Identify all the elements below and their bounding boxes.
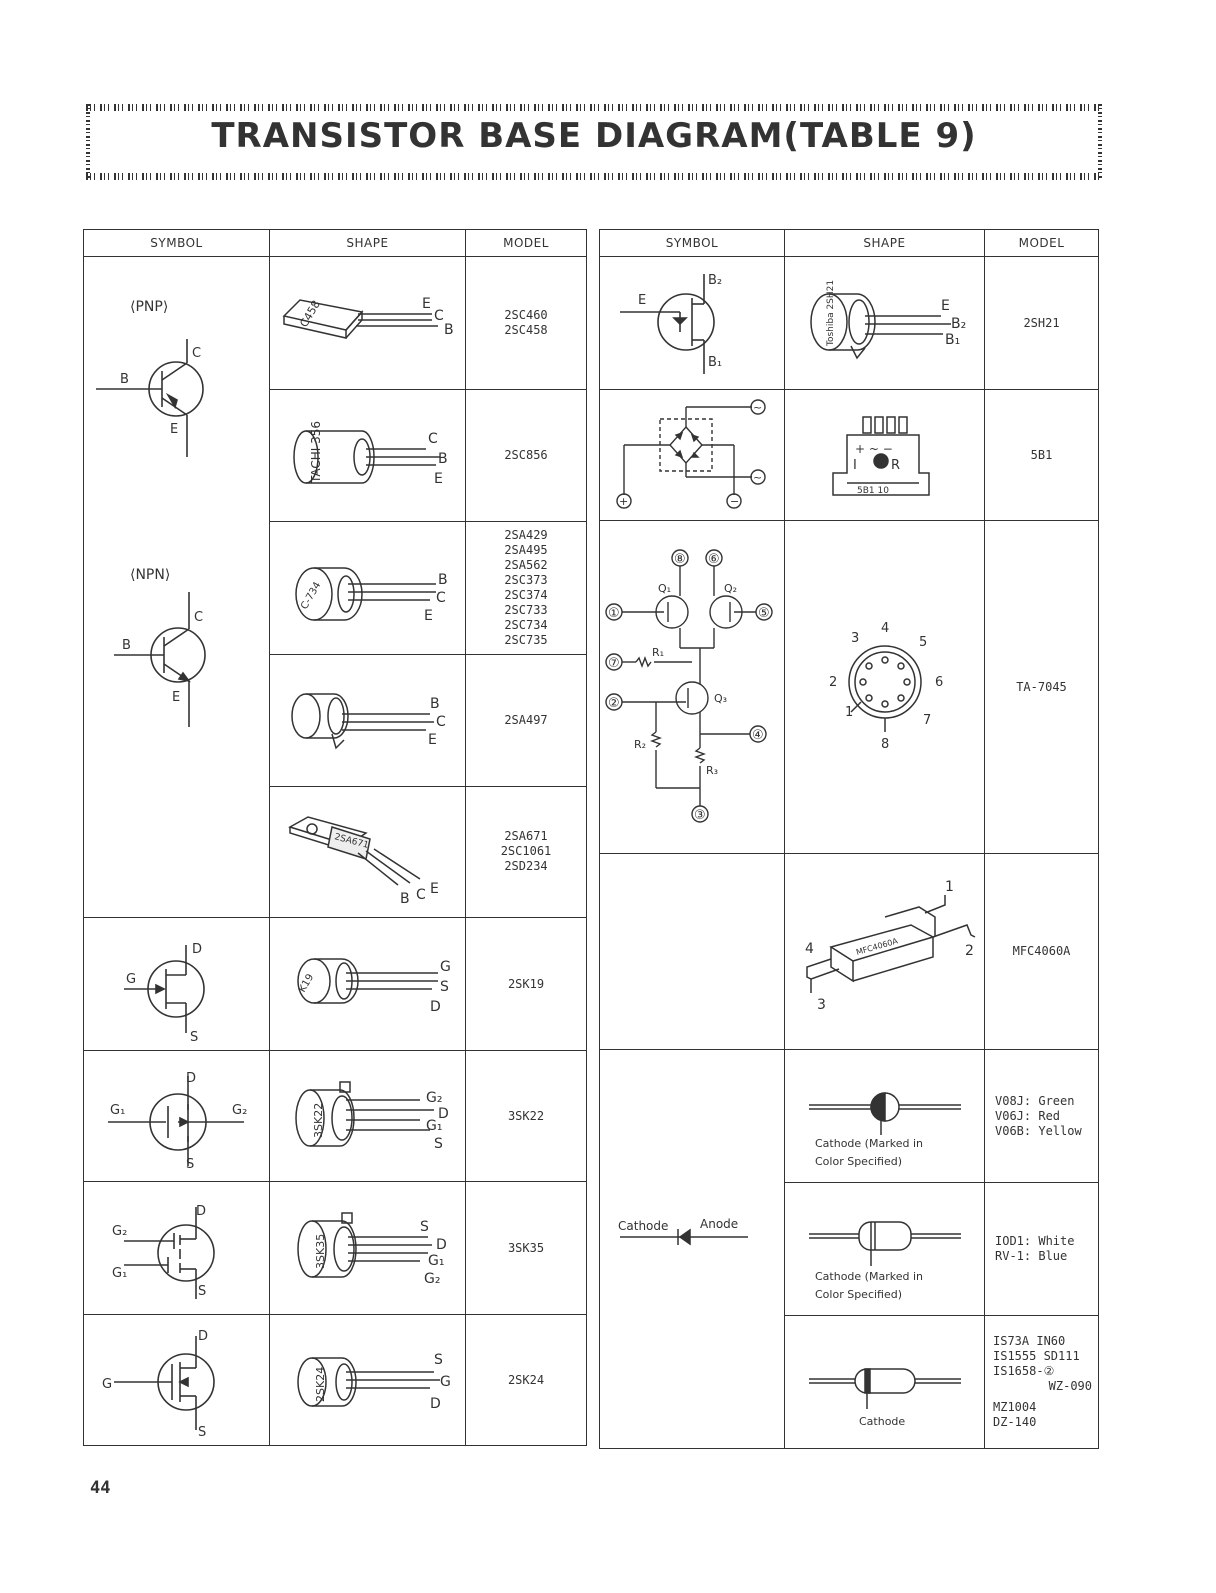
pnp-c-label: C [192,346,202,361]
npn-label: ⟨NPN⟩ [130,567,171,583]
header-model: MODEL [985,230,1099,257]
shape-cell [270,1315,466,1446]
model-cell [985,521,1099,854]
q1-label: Q₁ [658,581,672,595]
pin-label: 2 [965,942,974,959]
right-table [599,229,1099,1449]
tachi-can-shape [270,391,464,520]
title-bottom-rule [86,173,1102,180]
model-number: RV-1: Blue [995,1249,1068,1263]
model-number: 2SC735 [504,632,548,647]
model-cell [985,1183,1099,1316]
pin-label: G₁ [426,1117,443,1134]
model-number: 2SA671 [504,829,548,844]
table-row [600,1050,1099,1183]
e-label: E [638,292,647,308]
glass-diode-colored-shape [785,1051,983,1182]
model-number: IS1658-② [993,1364,1055,1378]
k19-marking: K19 [297,971,317,994]
model-cell [466,257,587,390]
pin-label: B [430,695,440,712]
pin-label: ④ [752,727,764,743]
model-number: 2SC1061 [500,844,552,859]
2sh21-can-shape [785,258,983,389]
2sh21-marking: Toshiba 2SH21 [826,279,836,346]
model-cell [985,257,1099,390]
pin-label: B [400,891,410,908]
symbol-cell [84,918,270,1051]
2sa671-marking: 2SA671 [333,832,370,852]
cathode-caption: Cathode (Marked in [815,1136,923,1150]
axial-diode-shape [785,1184,983,1315]
symbol-cell [600,390,785,521]
table-row [600,521,1099,854]
cathode-label: Cathode [618,1218,669,1233]
pin-label: E [424,608,433,625]
pin-label: E [428,731,437,748]
pin-label: 1 [945,878,954,895]
model-number: WZ-090 [1048,1379,1092,1393]
model-cell [466,918,587,1051]
pin-label: E [434,471,443,488]
g1-label: G₁ [112,1265,128,1281]
model-cell [466,655,587,786]
b2-label: B₂ [708,272,723,288]
model-number: 2SK19 [507,976,545,991]
r2-label: R₂ [634,737,647,751]
g1-label: G₁ [110,1102,126,1118]
model-cell [466,390,587,521]
pin-label: ② [608,695,620,711]
model-cell [466,1182,587,1315]
model-number: 2SC856 [504,448,548,463]
table-row [84,1315,587,1446]
pin-label: ⑥ [708,551,720,567]
pin-label: C [436,713,446,730]
symbol-cell [600,257,785,390]
pin-label: ⑧ [674,551,686,567]
model-number: 2SC373 [504,572,548,587]
diode-symbol-cell [600,1050,785,1449]
table-row [84,918,587,1051]
model-number: IS1555 SD111 [993,1349,1080,1363]
pin-label: 2 [829,674,838,690]
c734-can-shape [270,522,464,653]
pin-label: B [438,572,448,589]
model-cell [985,1316,1099,1449]
model-number: V08J: Green [995,1093,1075,1108]
i-marking: I [853,457,857,473]
title-top-rule [86,104,1102,111]
3sk35-can-shape [270,1183,464,1314]
pnp-label: ⟨PNP⟩ [130,299,169,315]
g2-label: G₂ [112,1223,128,1239]
shape-cell [785,1050,985,1183]
r3-label: R₃ [706,763,719,777]
3sk35-marking: 3SK35 [314,1233,327,1269]
title-banner [86,104,1102,180]
pin-label: G [440,958,451,975]
pin-label: C [436,590,446,607]
model-number: 2SA497 [504,712,548,727]
anode-label: Anode [700,1216,739,1231]
pin-label: G₁ [428,1252,445,1269]
model-number: 2SH21 [1023,315,1060,330]
npn-transistor-icon [114,592,205,727]
pin-label: 6 [935,674,944,690]
mfc4060a-package-shape [785,855,983,1049]
2sk24-marking: 2SK24 [314,1366,327,1402]
pin-label: C [416,887,426,904]
pnp-transistor-icon [96,339,203,457]
right-header-row [600,230,1099,257]
s-label: S [198,1283,207,1299]
d-label: D [198,1328,209,1344]
npn-b-label: B [122,638,131,653]
pin-label: E [941,297,950,314]
ta7045-circuit-icon [600,522,783,853]
r1-label: R₁ [652,645,665,659]
cathode-caption: Cathode [859,1414,906,1428]
tachi-marking: TACHI 356 [309,421,323,484]
ac-label: ~ [753,400,763,414]
g-label: G [126,971,137,987]
table-row [84,1051,587,1182]
model-cell [466,521,587,654]
diode-icon [600,1052,783,1447]
model-number: 2SC460 [504,308,548,323]
symbol-cell [600,854,785,1050]
model-number: IOD1: White [995,1234,1075,1248]
pin-label: B [444,321,454,338]
ujt-icon [600,258,783,389]
mosfet-single-gate-icon [84,1316,268,1445]
d-label: D [192,941,203,957]
model-number: 2SC734 [504,617,548,632]
left-table [83,229,587,1446]
pin-label: ⑤ [758,605,770,621]
mfc4060a-marking: MFC4060A [855,935,899,957]
q2-label: Q₂ [724,581,738,595]
model-number: IS73A IN60 [993,1334,1066,1348]
k19-can-shape [270,919,464,1050]
bipolar-symbols [84,257,268,917]
shape-cell [270,521,466,654]
5b1-marking: 5B1 10 [857,485,889,496]
shape-cell [785,854,985,1050]
shape-cell [785,1316,985,1449]
pin-label: S [434,1351,443,1368]
model-number: 2SD234 [504,859,548,874]
pin-label: ⑦ [608,655,620,671]
model-number: 2SC374 [504,587,548,602]
q3-label: Q₃ [714,691,728,705]
dual-gate-mosfet-icon [84,1052,268,1181]
shape-cell [785,521,985,854]
shape-cell [785,257,985,390]
shape-cell [270,257,466,390]
model-number: MFC4060A [1012,944,1071,958]
pin-label: 1 [845,704,854,720]
ta7045-pinout-shape [785,522,983,853]
model-number: V06J: Red [995,1108,1061,1123]
glass-diode-shape [785,1317,983,1448]
dual-gate-mosfet-alt-icon [84,1183,268,1314]
pin-label: S [434,1135,443,1152]
jfet-nchannel-icon [84,919,268,1050]
pin-label: B₂ [951,315,967,332]
plus-label: + [619,494,629,508]
pin-label: D [436,1236,447,1253]
shape-cell [785,390,985,521]
pin-label: D [430,998,441,1015]
pin-label: G₂ [424,1270,441,1287]
model-number: 5B1 [1030,447,1053,462]
symbol-cell [600,521,785,854]
pin-label: 5 [919,634,928,650]
symbol-cell [84,1315,270,1446]
pin-label: C [428,431,438,448]
3sk22-can-shape [270,1052,464,1181]
left-header-row [84,230,587,257]
page-number: 44 [90,1478,111,1498]
cathode-caption: Color Specified) [815,1154,903,1168]
model-number: 2SC733 [504,602,548,617]
d-label: D [186,1070,197,1086]
header-shape: SHAPE [785,230,985,257]
pin-label: B [438,451,448,468]
pnp-e-label: E [170,422,179,437]
symbol-cell [84,1182,270,1315]
model-number: TA-7045 [1016,679,1067,694]
header-shape: SHAPE [270,230,466,257]
shape-cell [270,1051,466,1182]
pin-label: B₁ [945,331,961,348]
model-cell [466,786,587,917]
s-label: S [198,1424,207,1440]
header-symbol: SYMBOL [600,230,785,257]
g2-label: G₂ [232,1102,248,1118]
shape-cell [785,1183,985,1316]
b1-label: B₁ [708,354,723,370]
shape-cell [270,918,466,1051]
table-row [600,257,1099,390]
pin-label: E [422,295,431,312]
page-title: TRANSISTOR BASE DIAGRAM(TABLE 9) [211,116,977,156]
model-cell [466,1051,587,1182]
model-number: 2SC458 [504,323,548,338]
pin-label: S [440,978,449,995]
s-label: S [190,1029,199,1045]
pin-label: 4 [805,940,814,957]
table-row [84,1182,587,1315]
npn-e-label: E [172,690,181,705]
bridge-rectifier-icon [600,391,783,520]
table-row [600,854,1099,1050]
model-number: 2SA495 [504,542,548,557]
2sk24-can-shape [270,1316,464,1445]
model-cell [985,390,1099,521]
pin-label: G [440,1373,451,1390]
model-number: MZ1004 [993,1400,1037,1414]
header-model: MODEL [466,230,587,257]
pin-label: 8 [881,736,890,752]
model-cell [985,854,1099,1050]
model-cell [466,1315,587,1446]
model-cell [985,1050,1099,1183]
pin-label: D [430,1395,441,1412]
model-number: 2SA562 [504,557,548,572]
pin-label: 3 [851,630,860,646]
table-row [84,257,587,390]
shape-cell [270,655,466,786]
cathode-caption: Color Specified) [815,1287,903,1301]
to220-package-shape [270,787,464,916]
2sa497-can-shape [270,656,464,785]
model-number: 3SK35 [507,1240,545,1255]
cathode-caption: Cathode (Marked in [815,1269,923,1283]
pin-label: ③ [694,807,706,823]
pnp-b-label: B [120,372,129,387]
c734-marking: C-734 [299,580,324,612]
pin-label: C [434,307,444,324]
header-symbol: SYMBOL [84,230,270,257]
pin-label: E [430,881,439,898]
shape-cell [270,390,466,521]
c458-marking: C458 [297,297,323,330]
shape-cell [270,786,466,917]
pin-label: 7 [923,712,932,728]
model-number: 2SA429 [504,527,548,542]
minus-label: − [730,494,740,508]
d-label: D [196,1203,207,1219]
pin-label: ① [608,605,620,621]
g-label: G [102,1376,113,1392]
model-number: 3SK22 [507,1108,545,1123]
pin-label: 4 [881,620,890,636]
npn-c-label: C [194,610,204,625]
ac-label: ~ [753,470,763,484]
pin-label: S [420,1218,429,1235]
pin-label: D [438,1105,449,1122]
pin-label: G₂ [426,1089,443,1106]
5b1-package-shape [785,391,983,520]
table-row [600,390,1099,521]
shape-cell [270,1182,466,1315]
3sk22-marking: 3SK22 [312,1102,325,1138]
bipolar-symbol-cell [84,257,270,918]
model-number: V06B: Yellow [995,1123,1082,1138]
plus-marking: + ~ − [855,441,893,456]
pin-label: 3 [817,996,826,1013]
s-label: S [186,1156,195,1172]
model-number: 2SK24 [507,1372,545,1387]
c458-package-shape [270,258,464,389]
model-number: DZ-140 [993,1415,1037,1429]
r-marking: R [891,457,901,473]
symbol-cell [84,1051,270,1182]
